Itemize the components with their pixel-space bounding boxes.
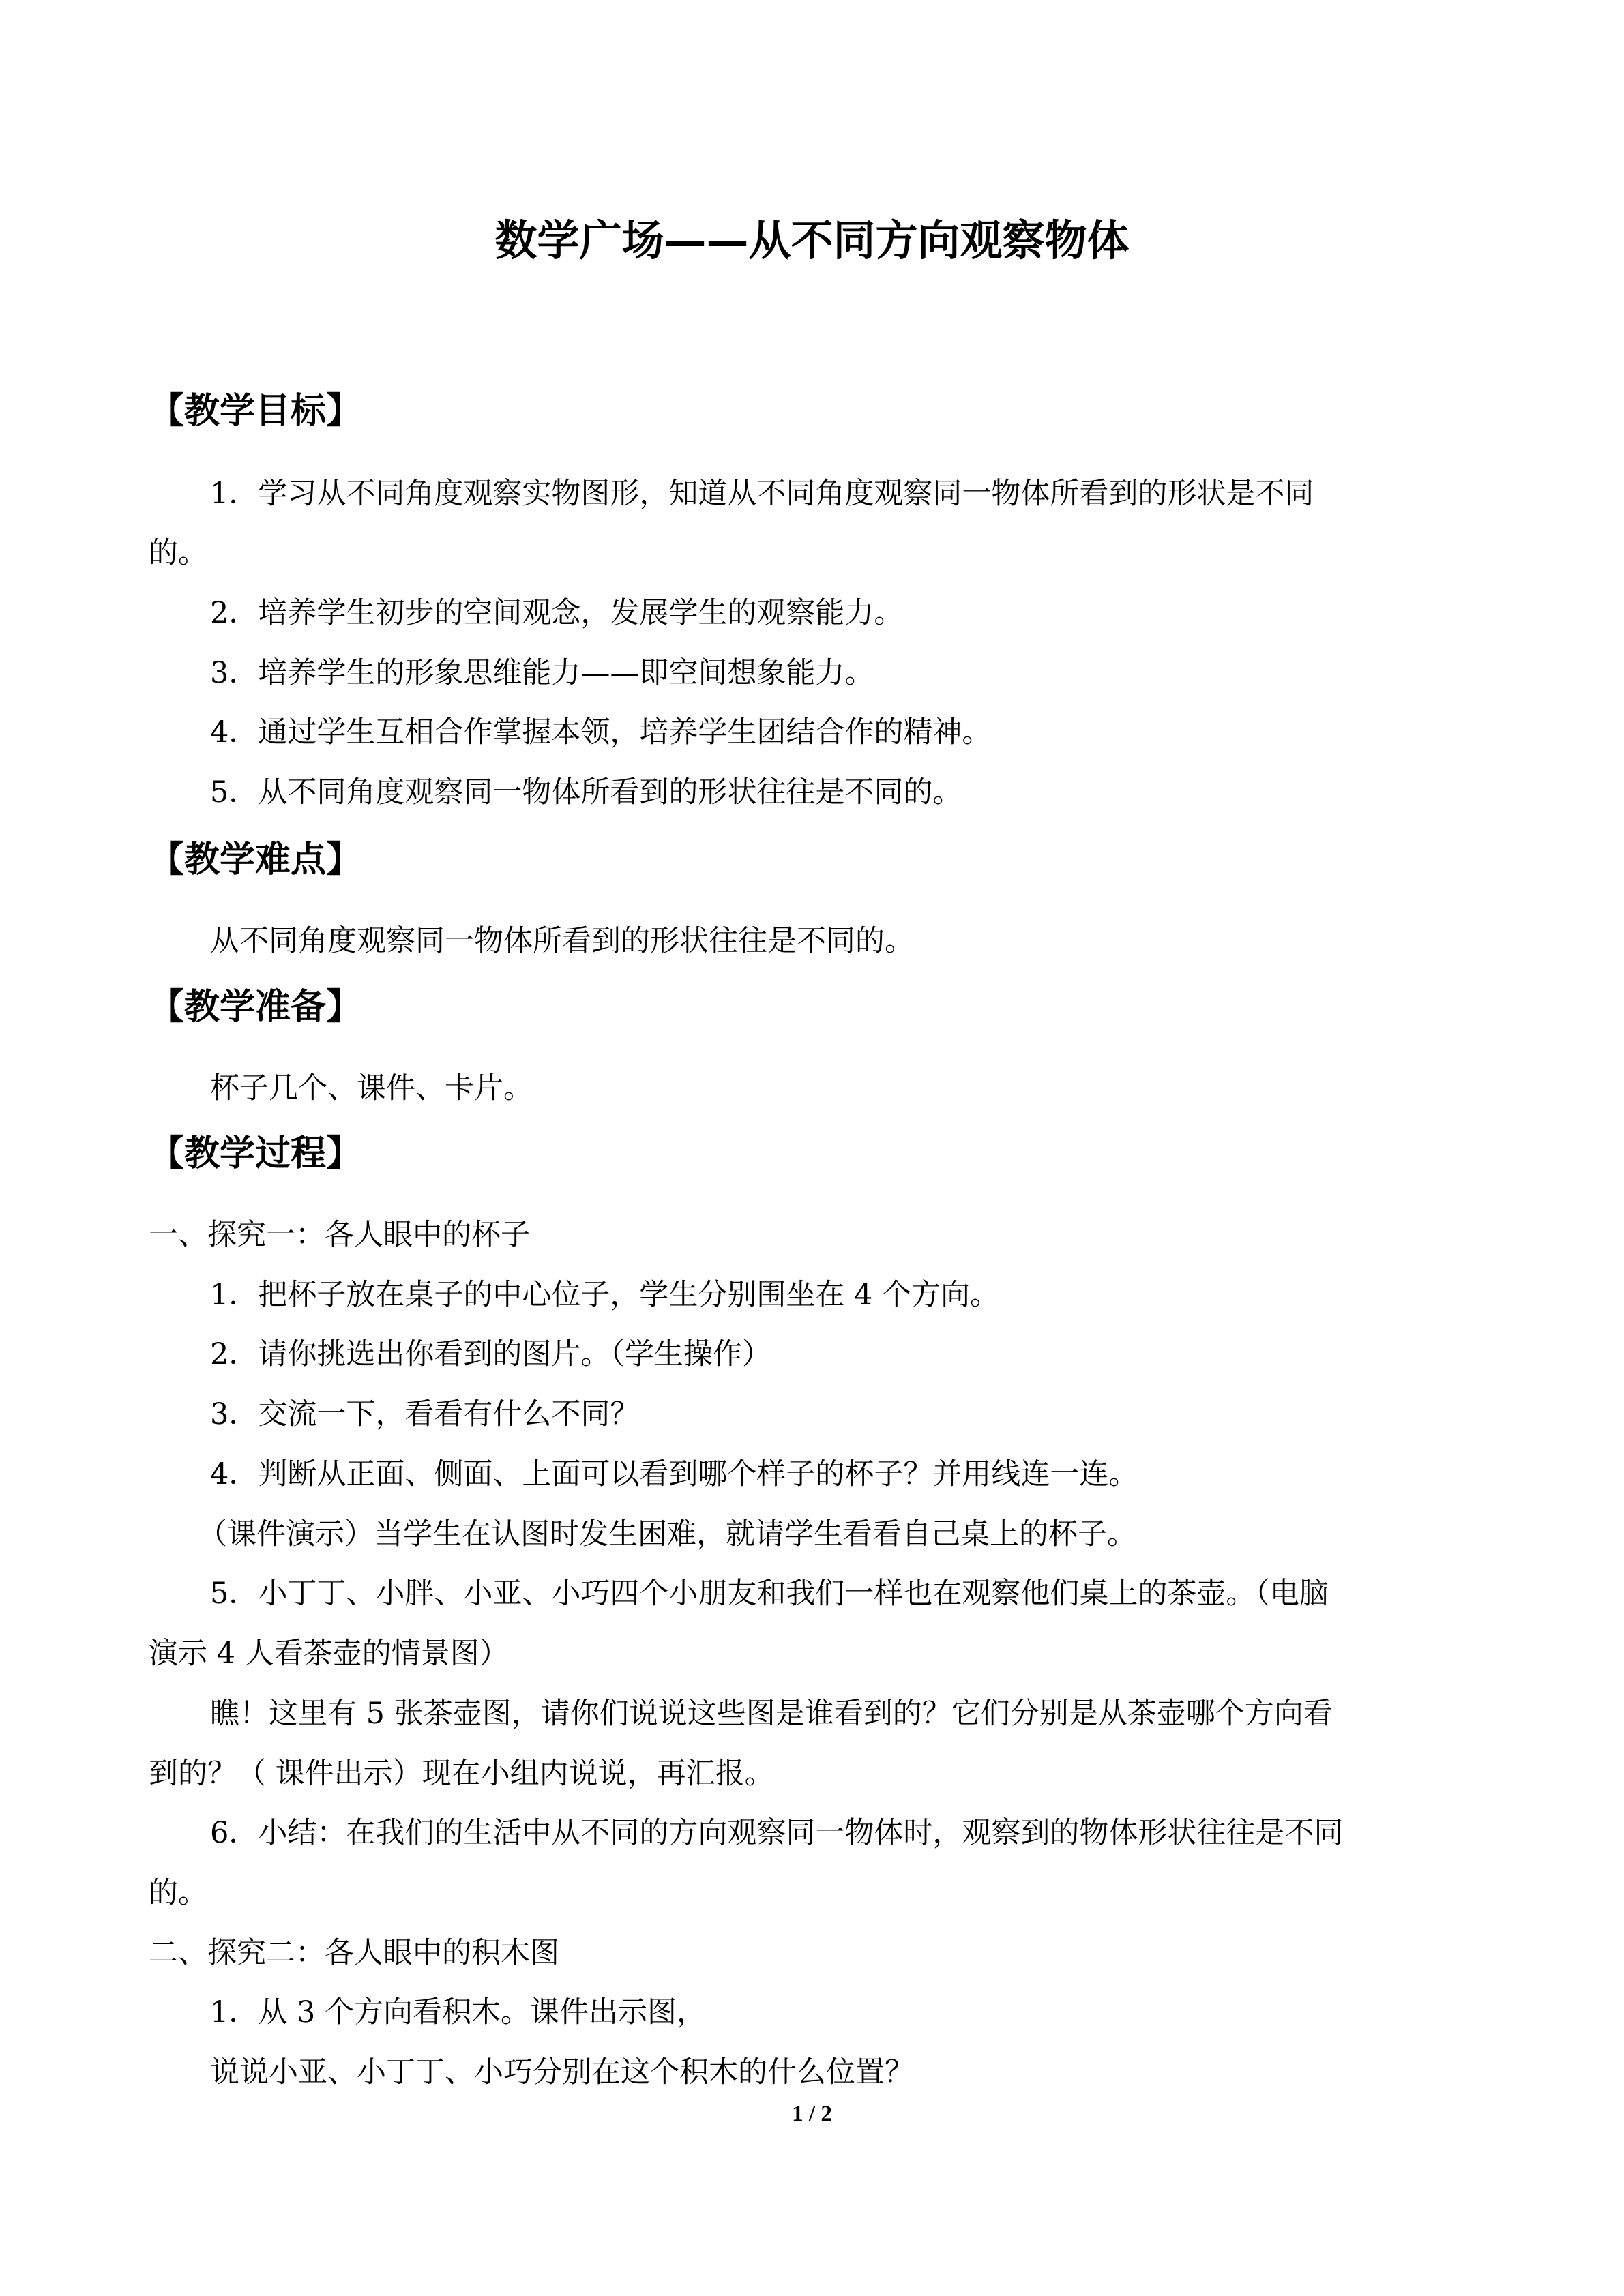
process-line-continued: 到的？（ 课件出示）现在小组内说说，再汇报。 bbox=[149, 1757, 774, 1791]
process-line: 说说小亚、小丁丁、小巧分别在这个积木的什么位置？ bbox=[210, 2055, 914, 2089]
section-heading-goals: 【教学目标】 bbox=[149, 391, 362, 432]
document-title: 数学广场——从不同方向观察物体 bbox=[494, 215, 1130, 265]
goal-item-5: 5．从不同角度观察同一物体所看到的形状往往是不同的。 bbox=[210, 775, 962, 809]
process-line: （课件演示）当学生在认图时发生困难，就请学生看看自己桌上的杯子。 bbox=[198, 1517, 1136, 1551]
goal-item-2: 2．培养学生初步的空间观念，发展学生的观察能力。 bbox=[210, 596, 904, 630]
process-line: 6．小结：在我们的生活中从不同的方向观察同一物体时，观察到的物体形状往往是不同 bbox=[210, 1816, 1344, 1850]
process-line: 瞧！这里有 5 张茶壶图，请你们说说这些图是谁看到的？它们分别是从茶壶哪个方向看 bbox=[210, 1697, 1333, 1731]
process-line-continued: 演示 4 人看茶壶的情景图） bbox=[149, 1637, 509, 1671]
section-heading-preparation: 【教学准备】 bbox=[149, 987, 362, 1028]
section-heading-process: 【教学过程】 bbox=[149, 1133, 362, 1174]
process-subheading-cup: 一、探究一：各人眼中的杯子 bbox=[149, 1218, 530, 1252]
goal-item-1: 1．学习从不同角度观察实物图形，知道从不同角度观察同一物体所看到的形状是不同 bbox=[210, 477, 1314, 511]
section-heading-difficulty: 【教学难点】 bbox=[149, 839, 362, 880]
goal-item-4: 4．通过学生互相合作掌握本领，培养学生团结合作的精神。 bbox=[210, 715, 992, 749]
process-line-continued: 的。 bbox=[149, 1876, 207, 1910]
process-subheading-blocks: 二、探究二：各人眼中的积木图 bbox=[149, 1936, 559, 1970]
process-line: 1．把杯子放在桌子的中心位子，学生分别围坐在 4 个方向。 bbox=[210, 1278, 1000, 1312]
process-line: 4．判断从正面、侧面、上面可以看到哪个样子的杯子？并用线连一连。 bbox=[210, 1457, 1138, 1491]
goal-item-1-continued: 的。 bbox=[149, 536, 207, 570]
page-number: 1 / 2 bbox=[792, 2102, 832, 2126]
process-line: 1．从 3 个方向看积木。课件出示图， bbox=[210, 1995, 707, 2029]
process-line: 5．小丁丁、小胖、小亚、小巧四个小朋友和我们一样也在观察他们桌上的茶壶。（电脑 bbox=[210, 1577, 1329, 1611]
preparation-text: 杯子几个、课件、卡片。 bbox=[210, 1071, 533, 1105]
difficulty-text: 从不同角度观察同一物体所看到的形状往往是不同的。 bbox=[210, 924, 914, 958]
goal-item-3: 3．培养学生的形象思维能力——即空间想象能力。 bbox=[210, 656, 874, 690]
process-line: 2．请你挑选出你看到的图片。（学生操作） bbox=[210, 1337, 771, 1371]
process-line: 3．交流一下，看看有什么不同？ bbox=[210, 1397, 640, 1431]
